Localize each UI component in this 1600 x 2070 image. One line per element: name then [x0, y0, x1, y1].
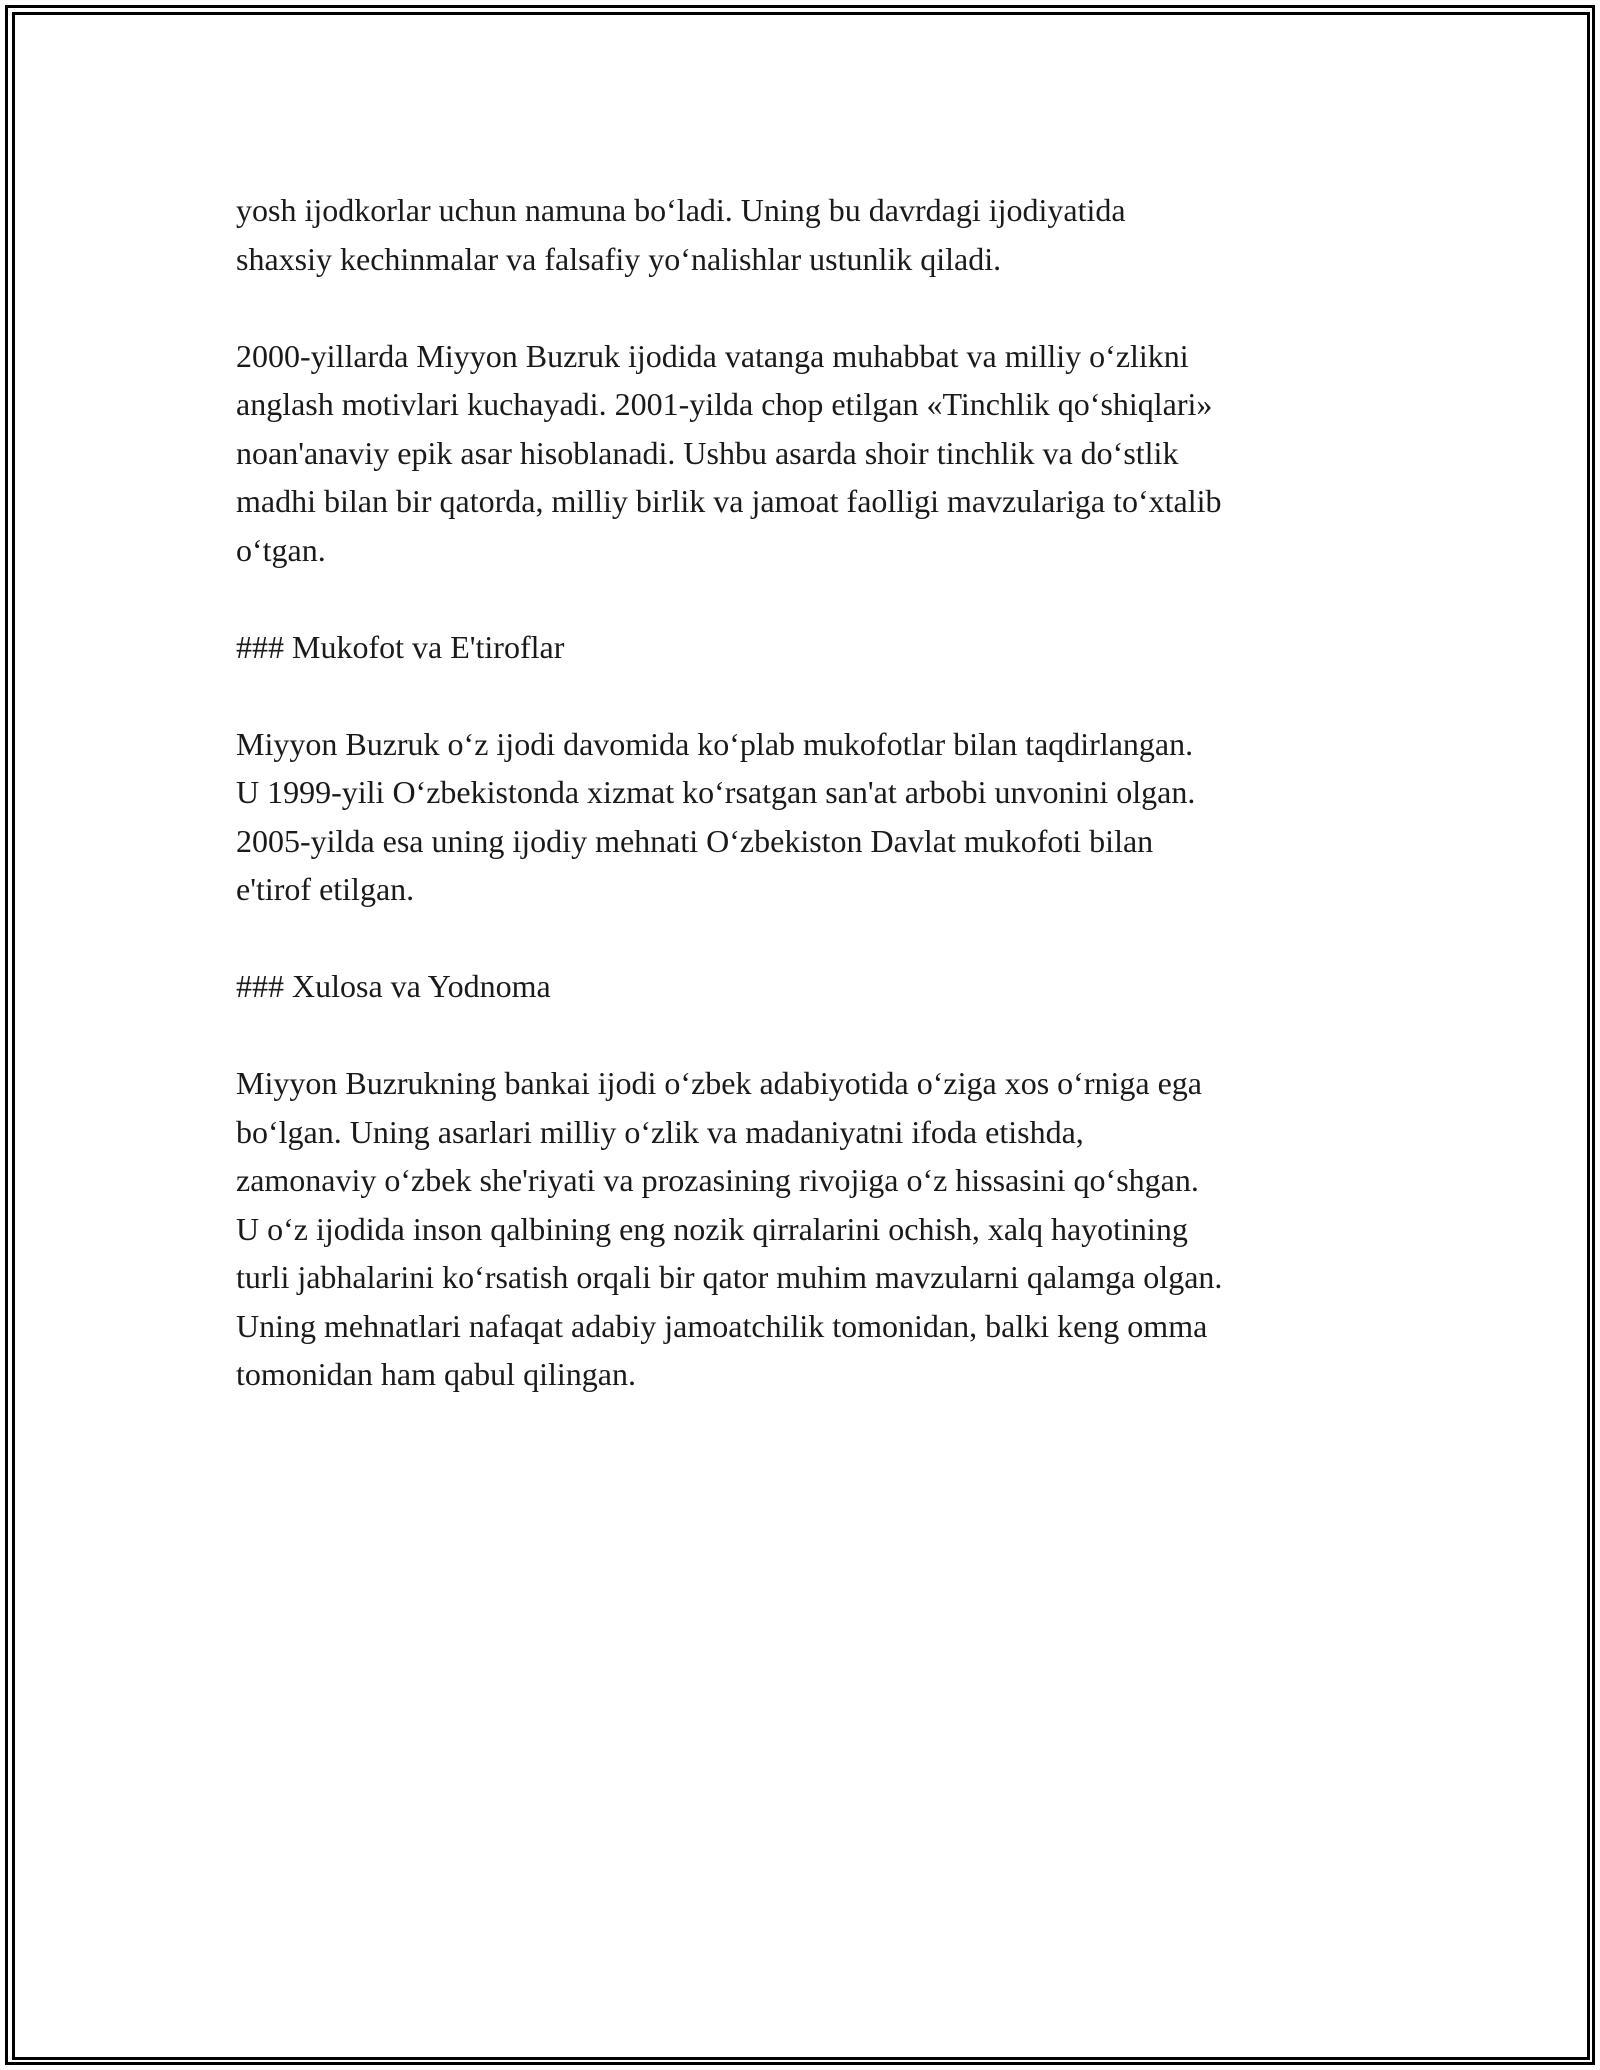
paragraph-2000s-works: 2000-yillarda Miyyon Buzruk ijodida vatanga muhabbat va milliy o‘zlikni anglash motivlari kuchayadi. 2001-yilda chop etilgan «Tinchlik qo‘shiqlari» noan'anaviy epik asar hisoblanadi. Ushbu asarda shoir tinchlik va do‘stlik madhi bilan bir qatorda, milliy birlik va jamoat faolligi mavzulariga to‘xtalib o‘tgan. — [236, 337, 1222, 568]
paragraph-awards: Miyyon Buzruk o‘z ijodi davomida ko‘plab mukofotlar bilan taqdirlangan. U 1999-yili O‘zbekistonda xizmat ko‘rsatgan san'at arbobi unvonini olgan. 2005-yilda esa uning ijodiy mehnati O‘zbekiston Davlat mukofoti bilan e'tirof etilgan. — [236, 725, 1196, 907]
paragraph-intro-continuation: yosh ijodkorlar uchun namuna bo‘ladi. Uning bu davrdagi ijodiyatida shaxsiy kechinmalar va falsafiy yo‘nalishlar ustunlik qiladi. — [236, 192, 1126, 277]
section-heading-awards: ### Mukofot va E'tiroflar — [236, 628, 565, 665]
document-body — [236, 186, 1386, 1447]
section-heading-conclusion: ### Xulosa va Yodnoma — [236, 968, 551, 1004]
paragraph-conclusion: Miyyon Buzrukning bankai ijodi o‘zbek adabiyotida o‘ziga xos o‘rniga ega bo‘lgan. Uning asarlari milliy o‘zlik va madaniyatni ifoda etishda, zamonaviy o‘zbek she'riyati va prozasining rivojiga o‘z hissasini qo‘shgan. U o‘z ijodida inson qalbining eng nozik qirralarini ochish, xalq hayotining turli jabhalarini ko‘rsatish orqali bir qator muhim mavzularni qalamga olgan. Uning mehnatlari nafaqat adabiy jamoatchilik tomonidan, balki keng omma tomonidan ham qabul qilingan. — [236, 1065, 1223, 1392]
